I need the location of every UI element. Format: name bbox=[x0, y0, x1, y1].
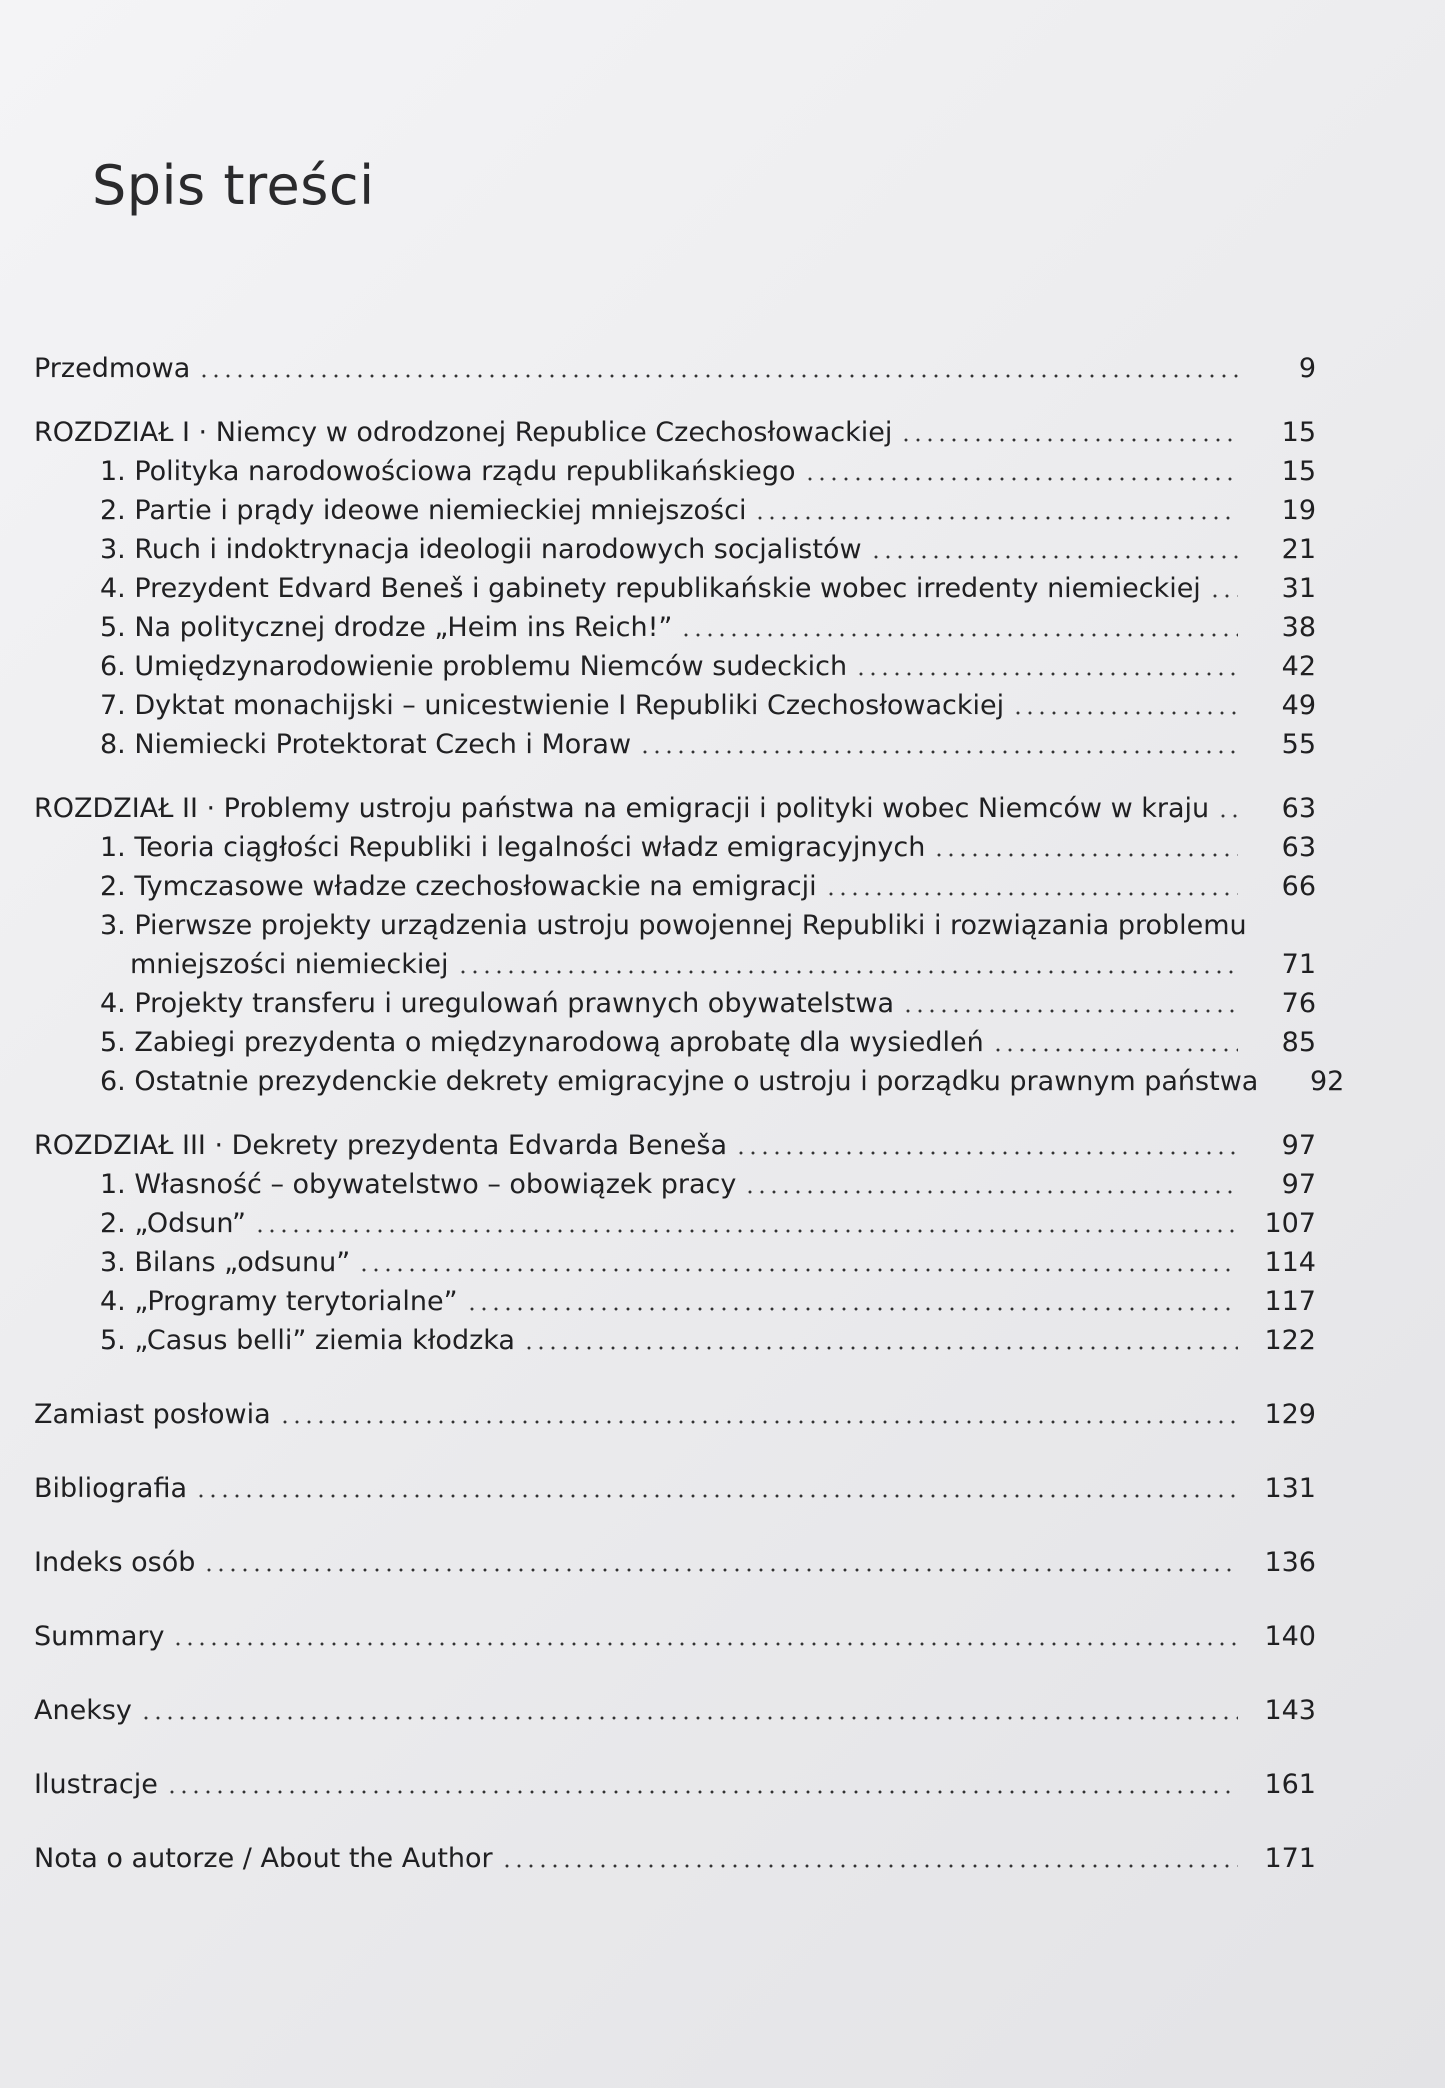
dot-leader bbox=[466, 1306, 1238, 1312]
dot-leader bbox=[198, 373, 1238, 379]
toc-section-entry bbox=[100, 644, 1316, 684]
dot-leader bbox=[195, 1493, 1238, 1499]
toc-chapter-entry bbox=[34, 786, 1316, 826]
toc-entry-page: 114 bbox=[1264, 1247, 1316, 1278]
dot-leader bbox=[639, 749, 1238, 755]
toc-entry-page: 171 bbox=[1264, 1843, 1316, 1874]
dot-leader bbox=[254, 1228, 1238, 1234]
toc-entry-label: 5. Zabiegi prezydenta o międzynarodową aprobatę dla wysiedleń bbox=[100, 1027, 984, 1058]
toc-entry bbox=[34, 1392, 1316, 1432]
toc-entry-page: 55 bbox=[1281, 729, 1316, 760]
toc-entry-label: 4. „Programy terytorialne” bbox=[100, 1286, 458, 1317]
toc-entry-page: 71 bbox=[1281, 949, 1316, 980]
dot-leader bbox=[933, 852, 1238, 858]
toc-entry-label: 4. Prezydent Edvard Beneš i gabinety republikańskie wobec irredenty niemieckiej bbox=[100, 573, 1201, 604]
toc-entry-page: 122 bbox=[1264, 1325, 1316, 1356]
toc-entry bbox=[34, 1540, 1316, 1580]
page-title: Spis treści bbox=[92, 154, 375, 218]
toc-chapter-entry bbox=[34, 1123, 1316, 1163]
toc-entry-label: Przedmowa bbox=[34, 353, 191, 384]
dot-leader bbox=[870, 554, 1238, 560]
toc-entry-page: 92 bbox=[1309, 1066, 1345, 1097]
toc-entry-label: ROZDZIAŁ II · Problemy ustroju państwa na emigracji i polityki wobec Niemców w kraju bbox=[34, 793, 1210, 824]
dot-leader bbox=[900, 437, 1238, 443]
toc-section-entry bbox=[100, 1318, 1316, 1358]
toc-entry-label: 2. Partie i prądy ideowe niemieckiej mniejszości bbox=[100, 495, 747, 526]
toc-entry-page: 76 bbox=[1281, 988, 1316, 1019]
toc-section-entry bbox=[100, 683, 1316, 723]
dot-leader bbox=[902, 1008, 1238, 1014]
toc-entry-label: 8. Niemiecki Protektorat Czech i Moraw bbox=[100, 729, 632, 760]
toc-entry-page: 21 bbox=[1281, 534, 1316, 565]
dot-leader bbox=[992, 1047, 1238, 1053]
dot-leader bbox=[279, 1419, 1238, 1425]
toc-section-entry bbox=[100, 981, 1316, 1021]
toc-entry-label: 6. Ostatnie prezydenckie dekrety emigracyjne o ustroju i porządku prawnym państwa bbox=[100, 1066, 1259, 1097]
toc-entry-label: Nota o autorze / About the Author bbox=[34, 1843, 493, 1874]
dot-leader bbox=[166, 1789, 1238, 1795]
toc-section-entry bbox=[100, 566, 1316, 606]
dot-leader bbox=[680, 632, 1238, 638]
dot-leader bbox=[1209, 593, 1238, 599]
toc-entry-label: 5. Na politycznej drodze „Heim ins Reich!” bbox=[100, 612, 673, 643]
toc-entry bbox=[34, 1836, 1316, 1876]
toc-entry-page: 143 bbox=[1264, 1695, 1316, 1726]
toc-entry-page: 63 bbox=[1281, 793, 1316, 824]
toc-entry bbox=[34, 346, 1316, 386]
toc-section-entry bbox=[100, 1059, 1345, 1099]
toc-section-entry bbox=[100, 864, 1316, 904]
toc-entry-label: Aneksy bbox=[34, 1695, 132, 1726]
toc-section-entry bbox=[100, 449, 1316, 489]
toc-section-entry bbox=[100, 527, 1316, 567]
toc-entry-page: 129 bbox=[1264, 1399, 1316, 1430]
toc-entry-label: 3. Pierwsze projekty urządzenia ustroju powojennej Republiki i rozwiązania problemu bbox=[100, 910, 1247, 941]
dot-leader bbox=[172, 1641, 1238, 1647]
toc-section-entry bbox=[100, 605, 1316, 645]
dot-leader bbox=[1217, 813, 1238, 819]
toc-entry-page: 31 bbox=[1281, 573, 1316, 604]
toc-entry-label: 1. Teoria ciągłości Republiki i legalności władz emigracyjnych bbox=[100, 832, 926, 863]
toc-entry-page: 136 bbox=[1264, 1547, 1316, 1578]
toc-entry-page: 15 bbox=[1281, 456, 1316, 487]
dot-leader bbox=[1012, 710, 1238, 716]
toc-entry-label: ROZDZIAŁ I · Niemcy w odrodzonej Republice Czechosłowackiej bbox=[34, 417, 893, 448]
toc-entry-page: 49 bbox=[1281, 690, 1316, 721]
toc-section-entry bbox=[100, 1240, 1316, 1280]
toc-entry-label: Indeks osób bbox=[34, 1547, 196, 1578]
toc-entry bbox=[34, 1466, 1316, 1506]
toc-section-entry bbox=[100, 722, 1316, 762]
toc-entry-label: mniejszości niemieckiej bbox=[130, 949, 449, 980]
toc-entry-label: 5. „Casus belli” ziemia kłodzka bbox=[100, 1325, 515, 1356]
toc-entry-page: 85 bbox=[1281, 1027, 1316, 1058]
toc-entry-label: Ilustracje bbox=[34, 1769, 158, 1800]
toc-entry-page: 107 bbox=[1264, 1208, 1316, 1239]
toc-entry-page: 42 bbox=[1281, 651, 1316, 682]
toc-section-entry bbox=[100, 1279, 1316, 1319]
toc-entry-label: 2. Tymczasowe władze czechosłowackie na emigracji bbox=[100, 871, 817, 902]
toc-entry-page: 19 bbox=[1281, 495, 1316, 526]
toc-entry bbox=[34, 1688, 1316, 1728]
dot-leader bbox=[457, 969, 1238, 975]
toc-section-entry bbox=[100, 825, 1316, 865]
toc-entry-label: 7. Dyktat monachijski – unicestwienie I Republiki Czechosłowackiej bbox=[100, 690, 1005, 721]
toc-entry-page: 15 bbox=[1281, 417, 1316, 448]
toc-chapter-entry bbox=[34, 410, 1316, 450]
toc-entry-page: 117 bbox=[1264, 1286, 1316, 1317]
dot-leader bbox=[523, 1345, 1238, 1351]
toc-entry-page: 140 bbox=[1264, 1621, 1316, 1652]
toc-section-entry bbox=[100, 1201, 1316, 1241]
dot-leader bbox=[754, 515, 1238, 521]
toc-entry-label: Zamiast posłowia bbox=[34, 1399, 271, 1430]
toc-section-entry bbox=[100, 1020, 1316, 1060]
toc-entry-label: 1. Polityka narodowościowa rządu republikańskiego bbox=[100, 456, 796, 487]
toc-entry-label: 2. „Odsun” bbox=[100, 1208, 247, 1239]
toc-entry-label: 4. Projekty transferu i uregulowań prawnych obywatelstwa bbox=[100, 988, 895, 1019]
toc-entry-page: 97 bbox=[1281, 1130, 1316, 1161]
toc-entry-page: 9 bbox=[1298, 353, 1316, 384]
dot-leader bbox=[744, 1189, 1238, 1195]
toc-entry bbox=[34, 1762, 1316, 1802]
dot-leader bbox=[855, 671, 1238, 677]
toc-entry-label: 6. Umiędzynarodowienie problemu Niemców sudeckich bbox=[100, 651, 848, 682]
toc-section-entry bbox=[100, 903, 1316, 943]
toc-entry-label: 3. Ruch i indoktrynacja ideologii narodowych socjalistów bbox=[100, 534, 862, 565]
toc-entry-page: 66 bbox=[1281, 871, 1316, 902]
toc-entry-label: Bibliografia bbox=[34, 1473, 188, 1504]
toc-entry-page: 38 bbox=[1281, 612, 1316, 643]
dot-leader bbox=[735, 1150, 1238, 1156]
dot-leader bbox=[140, 1715, 1238, 1721]
dot-leader bbox=[804, 476, 1238, 482]
toc-entry-label: 3. Bilans „odsunu” bbox=[100, 1247, 351, 1278]
toc-entry-label: 1. Własność – obywatelstwo – obowiązek pracy bbox=[100, 1169, 737, 1200]
toc-entry-page: 63 bbox=[1281, 832, 1316, 863]
toc-section-entry-continuation bbox=[130, 942, 1316, 982]
toc-section-entry bbox=[100, 1162, 1316, 1202]
toc-section-entry bbox=[100, 488, 1316, 528]
toc-entry-page: 131 bbox=[1264, 1473, 1316, 1504]
toc-entry bbox=[34, 1614, 1316, 1654]
toc-entry-label: Summary bbox=[34, 1621, 165, 1652]
toc-entry-page: 97 bbox=[1281, 1169, 1316, 1200]
dot-leader bbox=[203, 1567, 1238, 1573]
dot-leader bbox=[501, 1863, 1238, 1869]
dot-leader bbox=[358, 1267, 1238, 1273]
dot-leader bbox=[825, 891, 1238, 897]
toc-entry-page: 161 bbox=[1264, 1769, 1316, 1800]
toc-entry-label: ROZDZIAŁ III · Dekrety prezydenta Edvarda Beneša bbox=[34, 1130, 727, 1161]
